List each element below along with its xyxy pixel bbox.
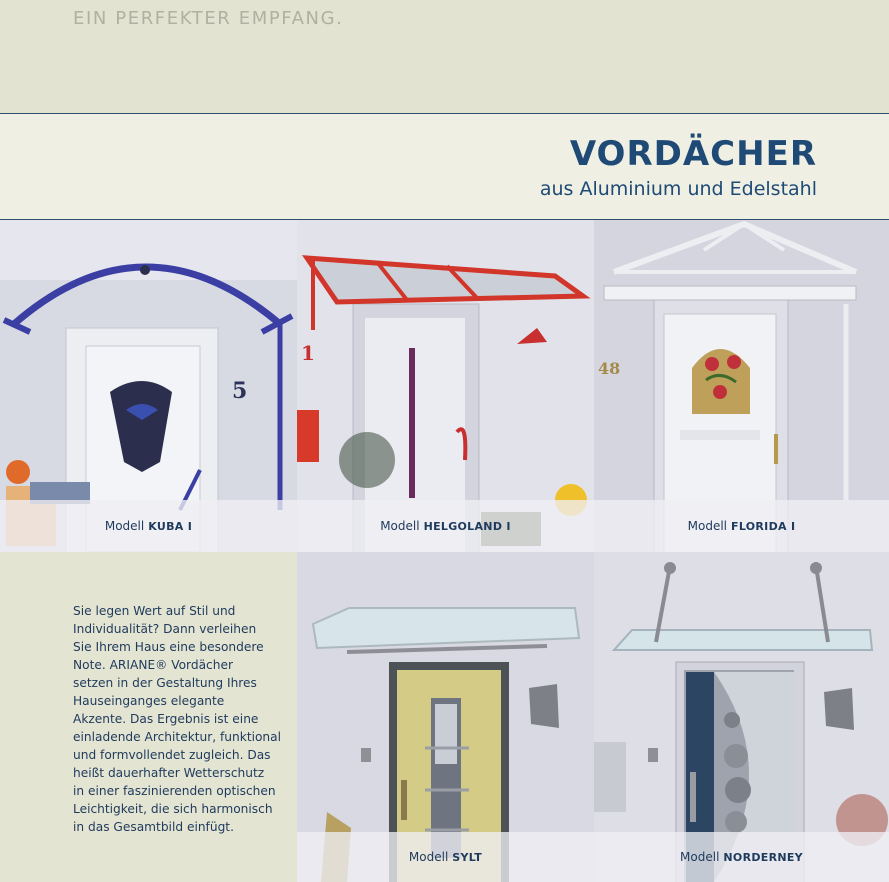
tagline: EIN PERFEKTER EMPFANG. <box>73 8 344 29</box>
product-tile-sylt <box>297 552 594 882</box>
intro-panel <box>0 552 297 882</box>
model-caption <box>0 500 297 552</box>
title-band <box>0 114 889 219</box>
model-name: HELGOLAND I <box>423 519 511 533</box>
product-tile-florida <box>594 220 889 552</box>
product-tile-helgoland <box>297 220 594 552</box>
model-prefix: Modell <box>687 519 728 533</box>
header-band <box>0 0 889 113</box>
page-subtitle: aus Aluminium und Edelstahl <box>539 178 817 200</box>
model-prefix: Modell <box>680 850 720 864</box>
model-caption <box>297 500 594 552</box>
house-number: 48 <box>598 359 621 378</box>
model-name: KUBA I <box>148 519 193 533</box>
product-tile-kuba <box>0 220 297 552</box>
model-name: SYLT <box>452 850 483 864</box>
product-tile-norderney <box>594 552 889 882</box>
model-caption <box>594 500 889 552</box>
model-prefix: Modell <box>380 519 420 533</box>
model-caption <box>594 832 889 882</box>
page-title: VORDÄCHER <box>569 134 817 174</box>
model-caption <box>297 832 594 882</box>
house-number: 1 <box>301 341 315 365</box>
model-prefix: Modell <box>408 850 449 864</box>
model-name: FLORIDA I <box>731 519 796 533</box>
intro-text: Sie legen Wert auf Stil und Individualität? Dann verleihen Sie Ihrem Haus eine besondere Note. ARIANE® Vordächer setzen in der Gestaltung Ihres Hauseinganges elegante Akzente. Das Ergebnis ist eine einladende Architektur, funktional und formvollendet zugleich. Das heißt dauerhafter Wetterschutz in einer faszinierenden optischen Leichtigkeit, die sich harmonisch in das Gesamtbild einfügt. <box>73 604 282 834</box>
model-prefix: Modell <box>104 519 145 533</box>
model-name: NORDERNEY <box>723 850 803 864</box>
house-number: 5 <box>232 378 248 404</box>
